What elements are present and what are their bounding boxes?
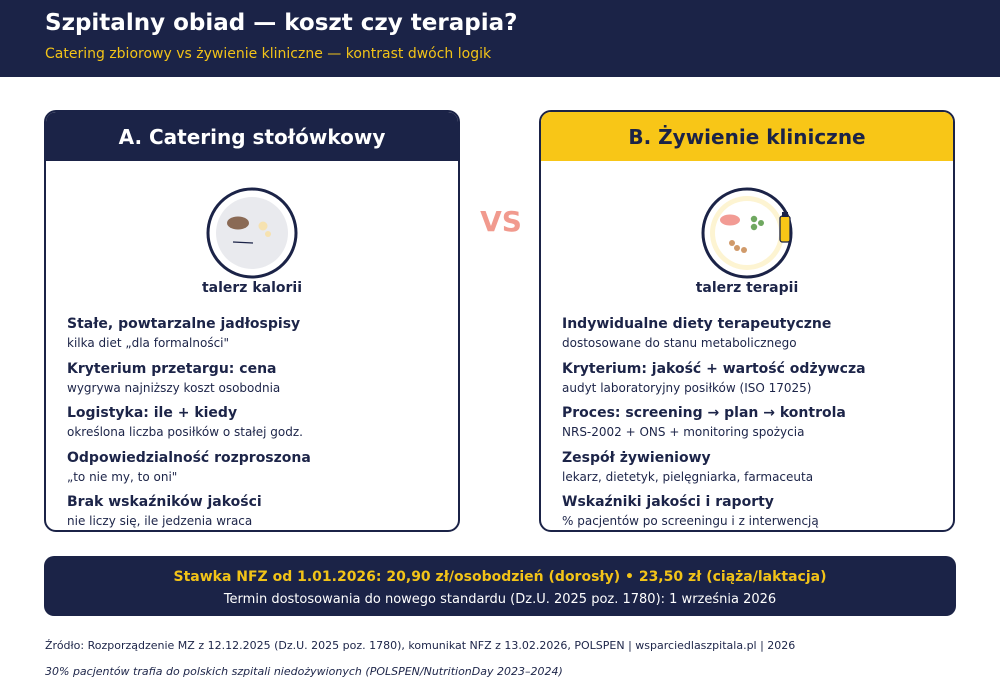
- list-item: [67, 493, 447, 532]
- item-title: Kryterium: jakość + wartość odżywcza: [562, 360, 866, 377]
- list-item: [562, 493, 942, 532]
- list-item: [67, 449, 447, 494]
- item-title: Brak wskaźników jakości: [67, 494, 262, 510]
- plate-label-therapy: talerz terapii: [695, 280, 799, 296]
- item-title: Odpowiedzialność rozproszona: [67, 449, 311, 466]
- nfz-rate-text: Stawka NFZ od 1.01.2026: 20,90 zł/osobodzień (dorosły) • 23,50 zł (ciąża/laktacja): [173, 569, 827, 585]
- panel-catering-title: A. Catering stołówkowy: [46, 112, 458, 161]
- item-description: audyt laboratoryjny posiłków (ISO 17025): [562, 380, 812, 395]
- item-title: Stałe, powtarzalne jadłospisy: [67, 316, 301, 332]
- item-description: dostosowane do stanu metabolicznego: [562, 336, 797, 350]
- list-item: [67, 315, 447, 360]
- panel-clinical: [539, 110, 955, 532]
- deadline-text: Termin dostosowania do nowego standardu (Dz.U. 2025 poz. 1780): 1 września 2026: [223, 592, 777, 607]
- item-title: Wskaźniki jakości i raporty: [562, 494, 774, 510]
- item-title: Proces: screening → plan → kontrola: [562, 405, 846, 421]
- list-item: [562, 315, 942, 360]
- panel-clinical-title: B. Żywienie kliniczne: [541, 112, 953, 161]
- header-banner: [0, 0, 1000, 77]
- page-title: Szpitalny obiad — koszt czy terapia?: [45, 10, 518, 36]
- vs-label: VS: [480, 205, 522, 238]
- item-title: Indywidualne diety terapeutyczne: [562, 316, 832, 332]
- item-description: NRS-2002 + ONS + monitoring spożycia: [562, 425, 805, 439]
- item-description: „to nie my, to oni": [67, 469, 178, 484]
- footnote: 30% pacjentów trafia do polskich szpitali niedożywionych (POLSPEN/NutritionDay 2023–2024): [45, 665, 563, 678]
- plate-label-calories: talerz kalorii: [201, 280, 303, 296]
- list-item: [67, 360, 447, 405]
- catering-feature-list: [67, 315, 447, 532]
- list-item: [562, 360, 942, 405]
- plate-therapy-icon: [700, 186, 794, 280]
- item-description: lekarz, dietetyk, pielęgniarka, farmaceuta: [562, 469, 814, 484]
- list-item: [562, 449, 942, 494]
- item-description: wygrywa najniższy koszt osobodnia: [67, 380, 281, 395]
- item-title: Kryterium przetargu: cena: [67, 360, 277, 377]
- panel-catering: [44, 110, 460, 532]
- item-description: określona liczba posiłków o stałej godz.: [67, 425, 303, 439]
- nfz-rate-banner: [44, 556, 956, 616]
- page-subtitle: Catering zbiorowy vs żywienie kliniczne — kontrast dwóch logik: [45, 46, 492, 62]
- list-item: [67, 404, 447, 449]
- list-item: [562, 404, 942, 449]
- item-title: Logistyka: ile + kiedy: [67, 405, 238, 421]
- item-description: nie liczy się, ile jedzenia wraca: [67, 514, 253, 528]
- item-description: kilka diet „dla formalności": [67, 336, 230, 350]
- item-description: % pacjentów po screeningu i z interwencją: [562, 514, 819, 528]
- plate-calories-icon: [205, 186, 299, 280]
- clinical-feature-list: [562, 315, 942, 532]
- source-note: Źródło: Rozporządzenie MZ z 12.12.2025 (Dz.U. 2025 poz. 1780), komunikat NFZ z 13.02.2026, POLSPEN | wsparciedlaszpitala.pl | 2026: [45, 639, 796, 652]
- item-title: Zespół żywieniowy: [562, 449, 711, 466]
